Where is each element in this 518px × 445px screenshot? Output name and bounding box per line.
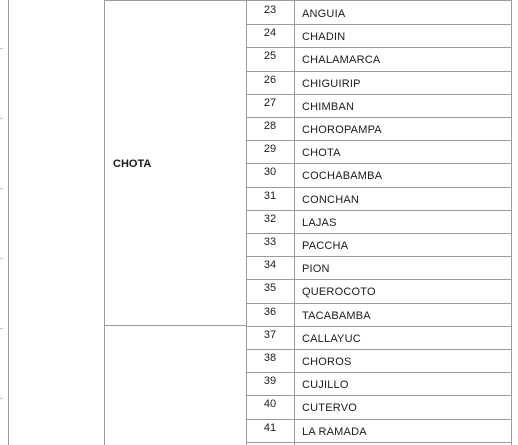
district-name: CHIGUIRIP <box>302 78 361 90</box>
row-divider <box>246 303 512 304</box>
table-right-border <box>511 0 512 445</box>
district-name: CHOROPAMPA <box>302 124 382 136</box>
row-number: 34 <box>263 259 277 271</box>
district-name: QUEROCOTO <box>302 286 376 298</box>
district-name: CONCHAN <box>302 194 360 206</box>
district-name: CHADIN <box>302 31 346 43</box>
row-divider <box>246 94 512 95</box>
row-divider <box>246 24 512 25</box>
row-number: 27 <box>263 97 277 109</box>
district-column-border <box>294 0 295 445</box>
row-divider <box>246 210 512 211</box>
row-number: 31 <box>263 190 277 202</box>
row-divider <box>246 140 512 141</box>
row-number: 23 <box>263 4 277 16</box>
row-number: 41 <box>263 422 277 434</box>
table-top-border <box>104 0 512 1</box>
row-number: 30 <box>263 166 277 178</box>
row-number: 28 <box>263 120 277 132</box>
district-name: ANGUIA <box>302 8 346 20</box>
row-number: 24 <box>263 27 277 39</box>
district-name: CUJILLO <box>302 379 349 391</box>
row-divider <box>246 47 512 48</box>
row-divider <box>246 163 512 164</box>
district-name: LA RAMADA <box>302 426 367 438</box>
gutter-tick <box>0 118 3 119</box>
row-divider <box>246 117 512 118</box>
row-divider <box>246 233 512 234</box>
row-divider <box>246 372 512 373</box>
district-name: PACCHA <box>302 240 349 252</box>
row-number: 39 <box>263 375 277 387</box>
district-name: CHOTA <box>302 147 341 159</box>
gutter-tick <box>0 328 3 329</box>
district-name: CHOROS <box>302 356 352 368</box>
row-number: 35 <box>263 282 277 294</box>
district-name: CALLAYUC <box>302 333 361 345</box>
gutter-tick <box>0 258 3 259</box>
row-divider <box>246 187 512 188</box>
row-number: 32 <box>263 213 277 225</box>
row-divider <box>246 419 512 420</box>
district-name: CHIMBAN <box>302 101 355 113</box>
row-divider <box>246 326 512 327</box>
row-number: 37 <box>263 329 277 341</box>
district-name: CHALAMARCA <box>302 54 381 66</box>
row-number: 29 <box>263 143 277 155</box>
row-divider <box>246 256 512 257</box>
district-name: CUTERVO <box>302 402 357 414</box>
province-column-border <box>104 0 105 445</box>
row-number: 26 <box>263 74 277 86</box>
province-group-separator <box>104 325 247 326</box>
row-number: 38 <box>263 352 277 364</box>
row-divider <box>246 71 512 72</box>
row-number: 25 <box>263 50 277 62</box>
table-left-border <box>8 0 9 445</box>
row-number: 40 <box>263 398 277 410</box>
district-name: PION <box>302 263 330 275</box>
row-number: 36 <box>263 306 277 318</box>
row-divider <box>246 395 512 396</box>
district-name: COCHABAMBA <box>302 170 383 182</box>
row-divider <box>246 349 512 350</box>
row-divider <box>246 279 512 280</box>
gutter-tick <box>0 48 3 49</box>
row-divider <box>246 442 512 443</box>
district-name: LAJAS <box>302 217 337 229</box>
province-cell: CHOTA <box>113 158 152 170</box>
row-number: 33 <box>263 236 277 248</box>
gutter-tick <box>0 188 3 189</box>
district-name: TACABAMBA <box>302 310 371 322</box>
gutter-tick <box>0 398 3 399</box>
